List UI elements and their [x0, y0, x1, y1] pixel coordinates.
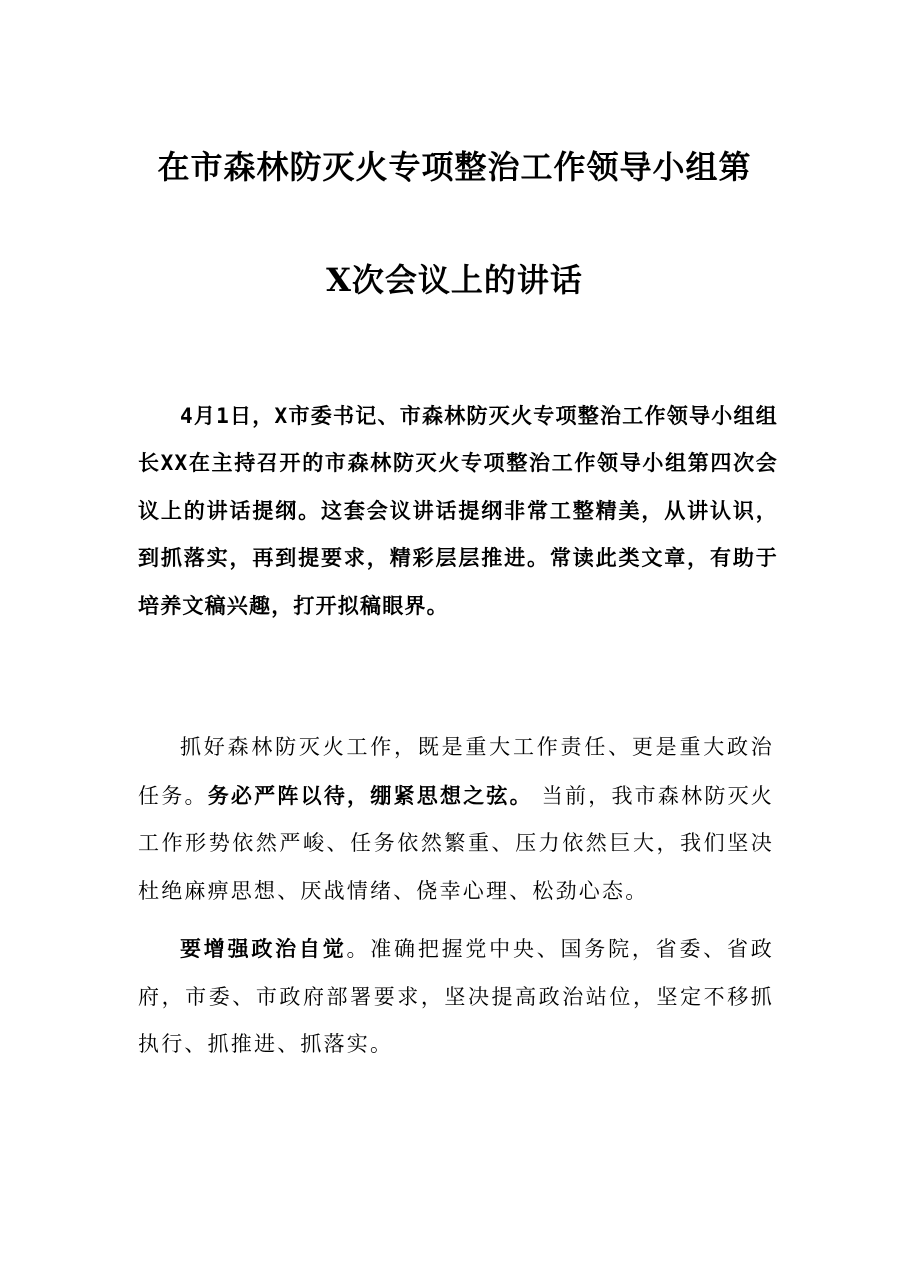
paragraph-1-lead-text: 抓好森林防灭火工作，既是重大工作责任、更是重大政治任务。	[138, 735, 774, 808]
document-title-line-1: 在市森林防灭火专项整治工作领导小组第	[157, 148, 752, 186]
paragraph-1-emphasis-text: 务必严阵以待，绷紧思想之弦。	[207, 782, 533, 808]
body-paragraph-1	[138, 724, 774, 915]
intro-paragraph: 4月1日，X市委书记、市森林防灭火专项整治工作领导小组组长XX在主持召开的市森林防灭火专项整治工作领导小组第四次会议上的讲话提纲。这套会议讲话提纲非常工整精美，从讲认识，到抓落实，再到提要求，精彩层层推进。常读此类文章，有助于培养文稿兴趣，打开拟稿眼界。	[138, 404, 778, 618]
paragraph-2-emphasis-text: 要增强政治自觉	[180, 936, 347, 961]
paragraph-1-body-text: 当前，我市森林防灭火工作形势依然严峻、任务依然繁重、压力依然巨大，我们坚决杜绝麻痹思想、厌战情绪、侥幸心理、松劲心态。	[138, 783, 774, 903]
document-title-line-2: X次会议上的讲话	[326, 261, 583, 299]
body-paragraph-2	[138, 925, 774, 1069]
paragraph-2-body-text: 。准确把握党中央、国务院，省委、省政府，市委、市政府部署要求，坚决提高政治站位，坚定不移抓执行、抓推进、抓落实。	[138, 937, 774, 1056]
